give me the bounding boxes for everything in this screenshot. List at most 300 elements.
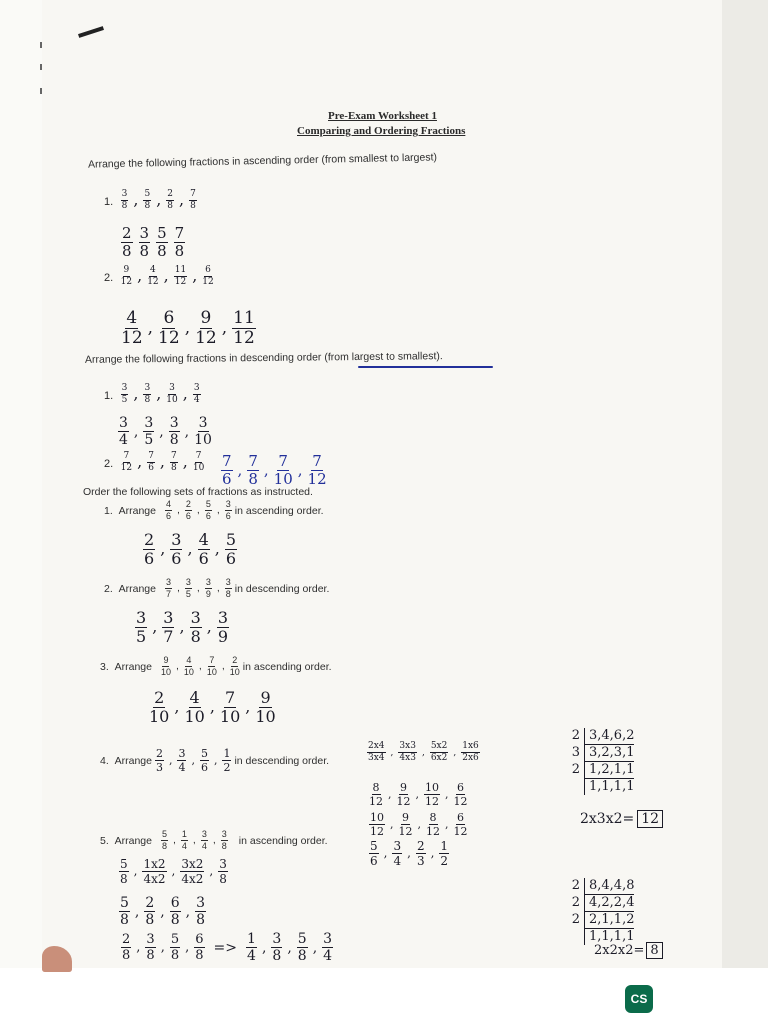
fraction: [119, 858, 129, 885]
numerator: 3: [121, 189, 128, 199]
numerator: 10: [370, 811, 384, 824]
denominator: 10: [149, 707, 170, 726]
fraction: [170, 452, 178, 473]
separator: ,: [133, 384, 139, 403]
denominator: 6: [165, 511, 171, 521]
separator: ,: [192, 834, 196, 847]
fraction: [430, 742, 449, 763]
separator: ,: [237, 460, 243, 479]
denominator: 4: [119, 432, 128, 448]
fraction: [156, 226, 168, 259]
given-fractions: [118, 384, 204, 403]
denominator: 6: [144, 549, 155, 568]
denominator: 5: [136, 627, 147, 646]
fraction: [170, 933, 180, 962]
given-fractions: [162, 500, 235, 521]
work-row: [366, 840, 452, 867]
item-suffix: in ascending order.: [238, 834, 328, 847]
separator: ,: [156, 190, 162, 209]
numerator: 8: [372, 781, 380, 794]
numerator: 5: [297, 931, 307, 947]
numerator: 11: [174, 265, 187, 275]
fraction: [142, 858, 166, 885]
lcm-divisor: [566, 929, 585, 945]
numerator: 3: [196, 895, 206, 911]
numerator: 3: [221, 829, 227, 839]
separator: ,: [159, 423, 164, 440]
fraction: [461, 742, 480, 763]
fraction: [221, 830, 228, 851]
fraction: [202, 266, 213, 287]
denominator: 8: [122, 948, 131, 963]
numerator: 2: [232, 655, 238, 665]
separator: ,: [172, 834, 176, 847]
lcm-expression: 2x2x2=: [594, 943, 645, 958]
fraction: [416, 840, 426, 867]
numerator: 3: [171, 530, 182, 549]
denominator: 8: [190, 627, 201, 646]
numerator: 7: [174, 224, 185, 242]
fraction: [195, 310, 217, 347]
lcm-ladder-1: [566, 728, 634, 795]
section-a-item-2: [104, 266, 217, 287]
lcm-values: 1,1,1,1: [589, 929, 635, 944]
separator: ,: [176, 504, 180, 517]
separator: ,: [176, 582, 180, 595]
camscanner-logo: CS: [625, 985, 653, 1013]
denominator: 9: [205, 589, 211, 599]
fraction: [193, 384, 201, 405]
denominator: 8: [157, 242, 167, 260]
denominator: 10: [192, 463, 205, 473]
item-prefix: Arrange: [118, 504, 156, 517]
section-c-instruction: Order the following sets of fractions as instructed.: [83, 486, 313, 498]
denominator: 3: [416, 854, 425, 868]
denominator: 8: [122, 242, 132, 260]
answer-fractions: [115, 416, 215, 447]
separator: ,: [191, 753, 195, 767]
separator: ,: [182, 452, 188, 471]
numerator: 2: [167, 189, 174, 199]
denominator: 8: [196, 912, 206, 928]
fraction: [255, 690, 275, 725]
numerator: 2: [155, 747, 163, 760]
denominator: 12: [453, 825, 468, 838]
fraction: [180, 858, 204, 885]
denominator: 8: [171, 463, 177, 473]
denominator: 4: [193, 395, 200, 405]
fraction: [367, 742, 386, 763]
answer-fractions: [132, 610, 232, 645]
fraction: [225, 500, 232, 521]
fraction: [139, 226, 151, 259]
numerator: 11: [233, 308, 255, 328]
fraction: [190, 610, 202, 645]
denominator: 12: [233, 328, 255, 348]
given-fractions: [158, 830, 231, 851]
fraction: [181, 830, 188, 851]
denominator: 4x2: [143, 872, 166, 886]
item-suffix: in ascending order.: [234, 504, 324, 517]
denominator: 6: [205, 511, 211, 521]
numerator: 4: [198, 530, 209, 549]
numerator: 9: [260, 688, 271, 707]
lcm-value-box: 8: [646, 942, 662, 959]
fraction: [169, 416, 180, 447]
denominator: 6: [198, 549, 209, 568]
denominator: 6: [225, 511, 231, 521]
fraction: [195, 896, 206, 927]
numerator: 4: [150, 265, 156, 275]
numerator: 3: [198, 415, 208, 431]
denominator: 6: [370, 854, 378, 868]
separator: ,: [430, 846, 435, 860]
numerator: 6: [205, 265, 211, 275]
denominator: 4: [181, 841, 187, 851]
given-fractions: [118, 190, 200, 209]
denominator: 8: [139, 242, 150, 260]
denominator: 10: [229, 667, 240, 677]
fraction: [247, 454, 259, 487]
denominator: 10: [206, 667, 217, 677]
separator: ,: [163, 266, 169, 285]
numerator: 3: [121, 383, 128, 393]
fraction: [424, 782, 440, 807]
lcm-row: [566, 878, 634, 895]
answer-fractions: [243, 932, 336, 963]
fraction: [399, 812, 413, 837]
numerator: 3: [323, 931, 333, 947]
numerator: 5: [370, 839, 378, 853]
numerator: 7: [195, 451, 202, 461]
separator: ,: [184, 423, 190, 440]
denominator: 10: [183, 667, 194, 677]
work-row: [118, 933, 208, 962]
fraction: [322, 932, 333, 963]
lcm-values: 1,1,1,1: [589, 779, 635, 794]
separator: ,: [209, 864, 214, 878]
work-row: [364, 742, 483, 763]
fraction: [177, 748, 186, 773]
separator: ,: [312, 939, 318, 956]
answer-fractions: [218, 454, 330, 487]
denominator: 4x3: [399, 753, 416, 763]
separator: ,: [133, 423, 139, 440]
denominator: 12: [426, 825, 440, 838]
denominator: 12: [396, 795, 411, 808]
fraction: [121, 226, 133, 259]
denominator: 3x4: [368, 753, 385, 763]
page-subtitle: Comparing and Ordering Fractions: [297, 125, 466, 137]
section-c-item-2: [104, 578, 329, 599]
numerator: 9: [123, 265, 130, 275]
separator: ,: [261, 939, 267, 956]
numerator: 7: [190, 189, 196, 199]
fraction: [369, 812, 385, 837]
fraction: [193, 452, 204, 473]
numerator: 6: [457, 781, 464, 794]
fraction: [194, 416, 212, 447]
fraction: [144, 896, 155, 927]
fraction: [161, 656, 171, 677]
fraction: [155, 748, 164, 773]
fraction: [392, 840, 402, 867]
separator: ,: [245, 697, 251, 716]
denominator: 6: [225, 549, 237, 568]
numerator: 3: [169, 415, 179, 431]
underline-mark: [358, 366, 493, 368]
given-fractions: [152, 748, 235, 773]
separator: ,: [192, 266, 198, 285]
separator: ,: [171, 864, 176, 878]
fraction: [121, 452, 132, 473]
work-row: [116, 858, 231, 885]
denominator: 12: [120, 463, 133, 473]
item-suffix: in descending order.: [234, 582, 330, 595]
denominator: 12: [120, 277, 133, 287]
separator: ,: [212, 834, 216, 847]
separator: ,: [445, 817, 449, 831]
fraction: [165, 578, 172, 599]
fraction: [165, 500, 172, 521]
numerator: 4: [189, 688, 200, 707]
numerator: 3: [178, 747, 186, 760]
lcm-divisor: 2: [566, 912, 585, 929]
fraction: [135, 610, 147, 645]
denominator: 10: [184, 707, 205, 726]
lcm-result-2: [594, 942, 663, 959]
lcm-divisor: [566, 779, 585, 795]
numerator: 7: [209, 655, 215, 665]
numerator: 5: [170, 932, 180, 947]
denominator: 8: [169, 432, 179, 448]
separator: ,: [187, 539, 193, 558]
numerator: 5: [200, 747, 208, 760]
numerator: 2: [122, 224, 132, 242]
numerator: 3: [393, 839, 402, 853]
separator: ,: [287, 939, 292, 956]
denominator: 10: [255, 707, 276, 726]
separator: ,: [137, 452, 143, 471]
fraction: [205, 500, 212, 521]
fraction: [121, 190, 129, 211]
fraction: [143, 384, 151, 405]
denominator: 3: [155, 761, 163, 774]
numerator: 3x2: [181, 857, 204, 871]
denominator: 12: [147, 277, 159, 287]
section-b-item-1: [104, 384, 204, 405]
page-title: Pre-Exam Worksheet 1: [328, 110, 437, 122]
numerator: 7: [278, 452, 288, 470]
denominator: 8: [225, 589, 231, 599]
numerator: 3: [272, 931, 282, 947]
fraction: [174, 226, 186, 259]
fraction: [246, 932, 257, 963]
separator: ,: [196, 582, 200, 595]
fraction: [398, 742, 417, 763]
separator: ,: [297, 460, 303, 479]
fraction: [200, 748, 209, 773]
numerator: 6: [170, 895, 180, 911]
numerator: 1: [440, 839, 449, 853]
separator: ,: [185, 940, 190, 955]
separator: ,: [263, 460, 269, 479]
separator: ,: [196, 504, 200, 517]
fraction: [369, 840, 379, 867]
numerator: 8: [429, 811, 437, 824]
numerator: 5: [144, 189, 151, 199]
lcm-divisor: 2: [566, 878, 585, 895]
lcm-ladder-2: [566, 878, 634, 945]
work-row: [116, 896, 209, 927]
denominator: 8: [174, 242, 185, 260]
denominator: 2: [440, 854, 449, 868]
numerator: 9: [200, 308, 212, 328]
lcm-row: [566, 779, 634, 795]
separator: ,: [182, 384, 188, 403]
final-answer-row: [118, 932, 336, 963]
numerator: 3: [144, 383, 151, 393]
fraction: [207, 656, 217, 677]
numerator: 3: [165, 577, 171, 587]
fraction: [397, 782, 411, 807]
section-a-item-1: [104, 190, 200, 211]
fraction: [439, 840, 449, 867]
numerator: 5: [225, 530, 237, 549]
separator: ,: [133, 864, 138, 878]
denominator: 8: [120, 872, 128, 886]
denominator: 12: [202, 277, 214, 287]
separator: ,: [417, 817, 421, 831]
fraction: [147, 452, 155, 473]
separator: ,: [383, 846, 388, 860]
denominator: 2x6: [462, 753, 479, 763]
numerator: 3: [163, 608, 174, 627]
fraction: [170, 896, 181, 927]
work-row: [366, 782, 471, 807]
item-number: 2.: [104, 272, 114, 284]
fraction: [308, 454, 327, 487]
separator: ,: [137, 266, 143, 285]
denominator: 5: [121, 395, 128, 405]
denominator: 8: [167, 201, 174, 211]
numerator: 3: [146, 932, 155, 947]
separator: ,: [421, 748, 425, 758]
separator: ,: [390, 748, 394, 758]
given-fractions: [158, 656, 243, 677]
given-fractions: [118, 452, 208, 471]
numerator: 2: [416, 839, 425, 853]
denominator: 10: [166, 395, 178, 405]
numerator: 7: [171, 451, 177, 461]
separator: ,: [134, 903, 140, 920]
fraction: [121, 933, 131, 962]
numerator: 9: [163, 655, 169, 665]
item-suffix: in descending order.: [234, 754, 330, 767]
numerator: 3: [205, 577, 211, 587]
separator: ,: [407, 846, 411, 860]
denominator: 8: [121, 201, 128, 211]
fraction: [143, 190, 151, 211]
denominator: 4: [201, 841, 207, 851]
item-prefix: Arrange: [114, 754, 152, 767]
denominator: 6: [148, 463, 154, 473]
numerator: 10: [425, 781, 439, 794]
fraction: [145, 933, 155, 962]
denominator: 8: [145, 912, 155, 928]
separator: ,: [159, 452, 166, 471]
numerator: 7: [248, 452, 258, 470]
item-number: 3.: [100, 660, 109, 673]
fraction: [218, 858, 228, 885]
denominator: 12: [174, 277, 187, 287]
separator: ,: [209, 697, 215, 716]
lcm-values: 3,2,3,1: [585, 745, 634, 762]
numerator: 3: [185, 577, 191, 587]
lcm-values: 4,2,2,4: [585, 895, 634, 912]
numerator: 3: [169, 383, 175, 393]
work-row: [366, 812, 471, 837]
denominator: 7: [163, 627, 174, 646]
fraction: [194, 933, 204, 962]
item-number: 1.: [104, 196, 114, 208]
answer-fractions: [146, 690, 279, 725]
item-number: 1.: [104, 504, 113, 517]
denominator: 12: [369, 795, 383, 808]
item-prefix: Arrange: [118, 582, 156, 595]
separator: ,: [390, 817, 394, 831]
fraction: [174, 266, 187, 287]
numerator: 3: [119, 415, 128, 431]
numerator: 2: [145, 895, 155, 911]
fraction: [166, 190, 174, 211]
fraction: [166, 384, 177, 405]
numerator: 7: [224, 688, 236, 707]
fraction: [274, 454, 293, 487]
section-c-item-4: [100, 748, 329, 773]
fraction: [454, 812, 468, 837]
denominator: 8: [170, 912, 180, 928]
fraction: [222, 748, 231, 773]
section-c-item-3: [100, 656, 332, 677]
fraction: [225, 532, 237, 567]
separator: ,: [453, 748, 457, 758]
denominator: 12: [195, 328, 217, 348]
lcm-row: [566, 745, 634, 762]
fraction: [232, 310, 256, 347]
implies-arrow: =>: [213, 939, 238, 956]
denominator: 10: [273, 470, 293, 488]
lcm-row: [566, 895, 634, 912]
denominator: 6: [185, 511, 191, 521]
section-b-item-2: [104, 452, 207, 473]
numerator: 2x4: [368, 741, 385, 751]
numerator: 5: [120, 857, 128, 871]
numerator: 2: [185, 499, 191, 509]
separator: ,: [415, 787, 419, 801]
fraction: [184, 656, 194, 677]
section-a-instruction: Arrange the following fractions in ascending order (from smallest to largest): [87, 151, 438, 171]
item-prefix: Arrange: [114, 660, 152, 673]
denominator: 4: [323, 948, 333, 964]
numerator: 3: [193, 383, 200, 393]
numerator: 1: [223, 747, 231, 760]
numerator: 3: [136, 608, 147, 627]
denominator: 12: [370, 825, 384, 838]
separator: ,: [198, 660, 202, 673]
numerator: 4: [126, 308, 138, 328]
numerator: 6: [195, 932, 204, 947]
